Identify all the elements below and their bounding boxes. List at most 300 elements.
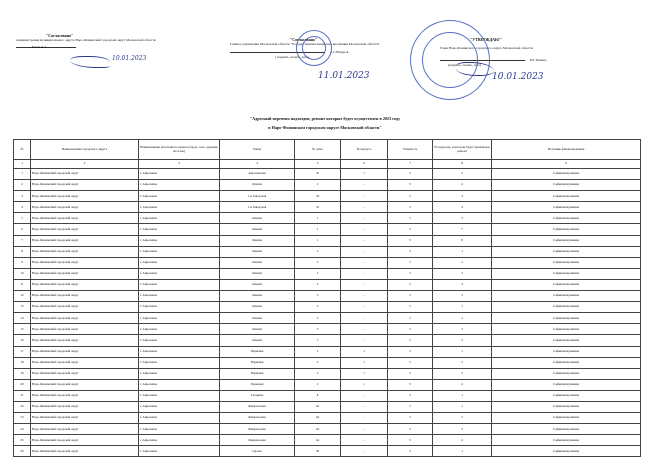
stamp-center <box>296 30 332 66</box>
table-cell: 15 <box>14 324 31 335</box>
table-cell: Февральская <box>220 435 295 446</box>
table-cell: г. Апрелевка <box>139 279 220 290</box>
table-cell: Парковая <box>220 346 295 357</box>
column-header: Этажность <box>388 140 433 160</box>
table-cell: 1 <box>295 213 341 224</box>
table-row <box>14 268 641 279</box>
table-cell: 1 <box>341 357 388 368</box>
table-cell: Софинансирование <box>492 268 641 279</box>
handwritten-date-right: 10.01.2023 <box>492 72 544 82</box>
table-cell: 1-я Заводская <box>220 202 295 213</box>
table-cell: Софинансирование <box>492 390 641 401</box>
table-cell: – <box>341 246 388 257</box>
handwritten-date-center: 11.01.2023 <box>318 71 370 81</box>
table-cell: 39 <box>295 446 341 457</box>
table-cell: 2 <box>14 180 31 191</box>
document-title-line2: в Наро-Фоминском городском округе Московской области" <box>268 125 382 130</box>
table-cell: 4 <box>433 202 492 213</box>
table-cell: 11 <box>14 279 31 290</box>
approval-right-name: Р.Л. Шамнэ <box>529 58 547 63</box>
table-cell: Гагарина <box>220 390 295 401</box>
table-cell: Наро-Фоминский городской округ <box>31 401 139 412</box>
table-cell: Софинансирование <box>492 257 641 268</box>
table-cell: Ленина <box>220 313 295 324</box>
table-cell: 4 <box>433 279 492 290</box>
approval-center-heading: "Согласовано" <box>290 37 318 42</box>
table-cell: 8 <box>433 235 492 246</box>
table-cell: 7 <box>295 335 341 346</box>
table-cell: 5 <box>388 291 433 302</box>
table-row <box>14 235 641 246</box>
table-cell: Софинансирование <box>492 368 641 379</box>
table-cell: Софинансирование <box>492 335 641 346</box>
table-row <box>14 435 641 446</box>
table-cell: 2 <box>433 413 492 424</box>
table-cell: г. Апрелевка <box>139 180 220 191</box>
table-cell: Ленина <box>220 268 295 279</box>
table-cell: 3 <box>14 191 31 202</box>
approval-left-name: Блюм Л.А. <box>31 45 48 50</box>
table-cell: 3 <box>433 268 492 279</box>
table-cell: 1-я Заводская <box>220 191 295 202</box>
table-cell: – <box>341 313 388 324</box>
table-cell: г. Апрелевка <box>139 257 220 268</box>
table-cell: г. Апрелевка <box>139 213 220 224</box>
table-cell: 1 <box>433 246 492 257</box>
table-cell: 5 <box>295 313 341 324</box>
table-cell: 2 <box>295 379 341 390</box>
table-cell: 5 <box>388 435 433 446</box>
column-index: 1 <box>14 160 31 169</box>
approval-right-heading: "УТВЕРЖДАЮ" <box>470 37 502 42</box>
table-cell: 18 <box>14 357 31 368</box>
table-cell: 5 <box>388 268 433 279</box>
table-cell: – <box>341 390 388 401</box>
table-cell: 5 <box>388 313 433 324</box>
column-index: 2 <box>31 160 139 169</box>
column-header: Наименование городского округа <box>31 140 139 160</box>
table-cell: 1 <box>295 224 341 235</box>
table-cell: 20 <box>14 379 31 390</box>
table-row <box>14 202 641 213</box>
table-cell: 76 <box>295 169 341 180</box>
table-row <box>14 279 641 290</box>
table-cell: Софинансирование <box>492 324 641 335</box>
table-cell: г. Апрелевка <box>139 224 220 235</box>
approval-center-org: Главное управление Московской области "Государственная жилищная инспекция Московской области" <box>230 42 380 47</box>
table-cell: г. Апрелевка <box>139 191 220 202</box>
table-cell: Наро-Фоминский городской округ <box>31 191 139 202</box>
column-index: 7 <box>388 160 433 169</box>
approval-center-name: А.С.Вакуров <box>329 50 349 55</box>
table-cell: Софинансирование <box>492 302 641 313</box>
table-row <box>14 424 641 435</box>
table-cell: 5 <box>388 401 433 412</box>
table-cell: 44 <box>295 413 341 424</box>
column-header: Наименование населенного пункта (город, село, деревня, поселок) <box>139 140 220 160</box>
table-cell: 5 <box>388 257 433 268</box>
table-cell: Февральская <box>220 413 295 424</box>
table-cell: 2 <box>295 279 341 290</box>
table-cell: Наро-Фоминский городской округ <box>31 224 139 235</box>
table-row <box>14 169 641 180</box>
table-cell: 3 <box>433 291 492 302</box>
table-cell: 3 <box>295 257 341 268</box>
table-cell: Наро-Фоминский городской округ <box>31 235 139 246</box>
table-cell: 5 <box>388 279 433 290</box>
table-cell: 5 <box>388 191 433 202</box>
table-cell: 22 <box>14 401 31 412</box>
table-cell: 5 <box>14 213 31 224</box>
table-cell: г. Апрелевка <box>139 202 220 213</box>
approval-center-note: ( подпись, печать, дата) <box>275 54 309 59</box>
table-cell: 5 <box>388 246 433 257</box>
table-cell: г. Апрелевка <box>139 446 220 457</box>
table-cell: – <box>341 401 388 412</box>
table-cell: 5 <box>388 169 433 180</box>
table-cell: Февральская <box>220 401 295 412</box>
table-cell: – <box>341 446 388 457</box>
table-cell: 1 <box>341 346 388 357</box>
table-cell: Наро-Фоминский городской округ <box>31 446 139 457</box>
table-row <box>14 191 641 202</box>
table-cell: 5 <box>388 213 433 224</box>
table-cell: Парковая <box>220 368 295 379</box>
table-row <box>14 368 641 379</box>
table-cell: 13 <box>14 302 31 313</box>
table-cell: – <box>341 224 388 235</box>
table-cell: Наро-Фоминский городской округ <box>31 324 139 335</box>
table-cell: Софинансирование <box>492 180 641 191</box>
table-cell: Ленина <box>220 246 295 257</box>
table-cell: Ленина <box>220 324 295 335</box>
table-cell: Наро-Фоминский городской округ <box>31 213 139 224</box>
column-header: № <box>14 140 31 160</box>
table-row <box>14 335 641 346</box>
table-cell: 4 <box>14 202 31 213</box>
table-cell: Наро-Фоминский городской округ <box>31 180 139 191</box>
table-cell: Ленина <box>220 257 295 268</box>
table-cell: Наро-Фоминский городской округ <box>31 257 139 268</box>
table-cell: – <box>341 435 388 446</box>
table-row <box>14 246 641 257</box>
table-cell: 8 <box>14 246 31 257</box>
table-row <box>14 324 641 335</box>
table-row <box>14 313 641 324</box>
table-cell: 5 <box>388 302 433 313</box>
table-cell: 1 <box>433 401 492 412</box>
column-header: № подъезда, в котором будет произведен ремонт <box>433 140 492 160</box>
table-row <box>14 346 641 357</box>
table-cell: г. Апрелевка <box>139 235 220 246</box>
table-cell: – <box>341 191 388 202</box>
table-cell: 5 <box>388 357 433 368</box>
table-row <box>14 302 641 313</box>
table-cell: г. Апрелевка <box>139 390 220 401</box>
table-cell: г. Апрелевка <box>139 302 220 313</box>
table-cell: 19 <box>14 368 31 379</box>
table-cell: Наро-Фоминский городской округ <box>31 268 139 279</box>
table-cell: – <box>341 180 388 191</box>
table-cell: 44 <box>295 424 341 435</box>
table-cell: 17 <box>14 346 31 357</box>
table-cell: 2 <box>295 268 341 279</box>
table-cell: Наро-Фоминский городской округ <box>31 435 139 446</box>
table-cell: 2 <box>295 368 341 379</box>
table-cell: Софинансирование <box>492 279 641 290</box>
table-cell: Софинансирование <box>492 291 641 302</box>
table-cell: г. Апрелевка <box>139 291 220 302</box>
table-cell: – <box>341 268 388 279</box>
column-header: № корпуса <box>341 140 388 160</box>
table-cell: 5 <box>388 424 433 435</box>
table-cell: 5 <box>388 368 433 379</box>
table-cell: 1 <box>433 346 492 357</box>
table-cell: – <box>341 335 388 346</box>
table-cell: – <box>341 302 388 313</box>
table-cell: 16 <box>14 335 31 346</box>
table-cell: 5 <box>388 379 433 390</box>
table-cell: Софинансирование <box>492 169 641 180</box>
table-cell: Парковая <box>220 357 295 368</box>
table-cell: Софинансирование <box>492 224 641 235</box>
table-header-row <box>14 140 641 160</box>
table-cell: Наро-Фоминский городской округ <box>31 202 139 213</box>
table-cell: Софинансирование <box>492 246 641 257</box>
column-index: 8 <box>433 160 492 169</box>
table-cell: 5 <box>388 335 433 346</box>
table-cell: 6 <box>14 224 31 235</box>
table-cell: – <box>341 257 388 268</box>
table-cell: Апрелевская <box>220 169 295 180</box>
table-cell: 10 <box>14 268 31 279</box>
table-cell: 5 <box>388 324 433 335</box>
table-cell: Ленина <box>220 235 295 246</box>
table-cell: 34 <box>295 191 341 202</box>
table-cell: – <box>341 202 388 213</box>
column-index: 3 <box>139 160 220 169</box>
table-cell: г. Апрелевка <box>139 401 220 412</box>
approval-left-org: Администрация муниципального округа Наро-Фоминский городской округ Московской области <box>16 38 156 43</box>
table-cell: Софинансирование <box>492 313 641 324</box>
table-cell: Наро-Фоминский городской округ <box>31 346 139 357</box>
table-cell: 5 <box>295 302 341 313</box>
table-row <box>14 413 641 424</box>
document-title-line1: "Адресный перечень подъездов, ремонт которых будет осуществлен в 2023 году <box>249 116 401 121</box>
table-cell: Наро-Фоминский городской округ <box>31 368 139 379</box>
table-row <box>14 291 641 302</box>
table-cell: Наро-Фоминский городской округ <box>31 357 139 368</box>
signature-left <box>70 56 110 68</box>
table-cell: 5 <box>388 224 433 235</box>
column-index: 9 <box>492 160 641 169</box>
table-cell: 2 <box>433 335 492 346</box>
table-index-row <box>14 160 641 169</box>
table-cell: Ленина <box>220 224 295 235</box>
table-cell: 5 <box>388 235 433 246</box>
table-cell: Наро-Фоминский городской округ <box>31 169 139 180</box>
table-cell: 12 <box>14 291 31 302</box>
table-cell: 2 <box>295 357 341 368</box>
table-cell: г. Апрелевка <box>139 246 220 257</box>
table-cell: Наро-Фоминский городской округ <box>31 302 139 313</box>
table-cell: Ленина <box>220 213 295 224</box>
table-cell: 5 <box>388 390 433 401</box>
table-cell: 2 <box>295 246 341 257</box>
table-cell: г. Апрелевка <box>139 313 220 324</box>
table-cell: 21 <box>14 390 31 401</box>
table-cell: 2 <box>295 180 341 191</box>
table-cell: 25 <box>14 435 31 446</box>
table-cell: 5 <box>388 446 433 457</box>
table-cell: Наро-Фоминский городской округ <box>31 279 139 290</box>
table-cell: 1 <box>433 446 492 457</box>
table-row <box>14 401 641 412</box>
table-cell: 44 <box>295 435 341 446</box>
table-cell: 3 <box>433 368 492 379</box>
table-cell: г. Апрелевка <box>139 435 220 446</box>
table-row <box>14 357 641 368</box>
table-cell: 5 <box>388 413 433 424</box>
table-cell: Парковая <box>220 379 295 390</box>
column-index: 5 <box>295 160 341 169</box>
table-cell: Наро-Фоминский городской округ <box>31 291 139 302</box>
table-cell: Софинансирование <box>492 191 641 202</box>
approval-right-note: (подпись, печать, дата) <box>448 62 482 67</box>
table-cell: 5 <box>388 202 433 213</box>
table-cell: Софинансирование <box>492 235 641 246</box>
table-cell: – <box>341 213 388 224</box>
table-cell: 44 <box>295 401 341 412</box>
table-cell: 1 <box>341 169 388 180</box>
table-cell: Софинансирование <box>492 413 641 424</box>
table-cell: 2 <box>433 357 492 368</box>
column-index: 6 <box>341 160 388 169</box>
table-cell: 2 <box>433 257 492 268</box>
table-cell: Софинансирование <box>492 435 641 446</box>
column-index: 4 <box>220 160 295 169</box>
table-cell: 5 <box>388 346 433 357</box>
table-cell: 8 <box>295 390 341 401</box>
table-cell: Ленина <box>220 302 295 313</box>
handwritten-date-left: 10.01.2023 <box>112 55 147 62</box>
column-header: № дома <box>295 140 341 160</box>
table-cell: Ленина <box>220 279 295 290</box>
table-cell: Наро-Фоминский городской округ <box>31 313 139 324</box>
table-cell: 4 <box>433 180 492 191</box>
approval-left <box>16 34 166 50</box>
table-cell: 1 <box>295 235 341 246</box>
table-cell: 4 <box>433 191 492 202</box>
table-row <box>14 390 641 401</box>
table-cell: 3 <box>295 291 341 302</box>
table-row <box>14 446 641 457</box>
table-cell: 4 <box>433 379 492 390</box>
table-cell: г. Апрелевка <box>139 335 220 346</box>
approval-right-org: Глава Наро-Фоминского городского округа Московской области <box>440 46 533 51</box>
table-cell: г. Апрелевка <box>139 324 220 335</box>
table-cell: Софинансирование <box>492 446 641 457</box>
table-cell: – <box>341 291 388 302</box>
table-cell: 5 <box>388 180 433 191</box>
table-row <box>14 213 641 224</box>
table-row <box>14 257 641 268</box>
table-cell: Софинансирование <box>492 202 641 213</box>
table-cell: Софинансирование <box>492 401 641 412</box>
table-cell: – <box>341 413 388 424</box>
table-cell: г. Апрелевка <box>139 413 220 424</box>
table-cell: 1 <box>433 390 492 401</box>
table-cell: 5 <box>295 324 341 335</box>
table-cell: 7 <box>433 224 492 235</box>
table-cell: – <box>341 324 388 335</box>
table-cell: г. Апрелевка <box>139 424 220 435</box>
table-cell: Софинансирование <box>492 213 641 224</box>
table-cell: Наро-Фоминский городской округ <box>31 379 139 390</box>
table-cell: 3 <box>433 324 492 335</box>
table-cell: 3 <box>433 213 492 224</box>
table-cell: 24 <box>14 424 31 435</box>
table-cell: г. Апрелевка <box>139 346 220 357</box>
table-cell: 33 <box>295 202 341 213</box>
table-cell: – <box>341 235 388 246</box>
table-cell: – <box>341 424 388 435</box>
table-cell: Наро-Фоминский городской округ <box>31 413 139 424</box>
table-cell: 23 <box>14 413 31 424</box>
table-cell: 2 <box>433 313 492 324</box>
stamp-right <box>410 20 490 100</box>
table-cell: Наро-Фоминский городской округ <box>31 424 139 435</box>
table-cell: 1 <box>14 169 31 180</box>
table-cell: 14 <box>14 313 31 324</box>
table-cell: 26 <box>14 446 31 457</box>
table-cell: Дачная <box>220 180 295 191</box>
table-cell: 1 <box>341 379 388 390</box>
table-cell: г. Апрелевка <box>139 357 220 368</box>
table-cell: 1 <box>433 302 492 313</box>
table-cell: Наро-Фоминский городской округ <box>31 246 139 257</box>
approval-left-heading: "Согласовано" <box>46 33 74 38</box>
table-cell: 2 <box>433 169 492 180</box>
table-row <box>14 224 641 235</box>
table-cell: 2 <box>295 346 341 357</box>
table-cell: Наро-Фоминский городской округ <box>31 335 139 346</box>
table-cell: Софинансирование <box>492 346 641 357</box>
table-cell: Ленина <box>220 291 295 302</box>
table-cell: 7 <box>14 235 31 246</box>
table-cell: 4 <box>433 435 492 446</box>
table-row <box>14 180 641 191</box>
table-cell: 3 <box>433 424 492 435</box>
address-list-table <box>13 139 641 457</box>
table-cell: г. Апрелевка <box>139 169 220 180</box>
table-cell: г. Апрелевка <box>139 379 220 390</box>
table-cell: Героев <box>220 446 295 457</box>
table-cell: Ленина <box>220 335 295 346</box>
table-cell: – <box>341 279 388 290</box>
column-header: Источник финансирования <box>492 140 641 160</box>
table-cell: 1 <box>341 368 388 379</box>
table-cell: Наро-Фоминский городской округ <box>31 390 139 401</box>
table-cell: Софинансирование <box>492 424 641 435</box>
table-cell: г. Апрелевка <box>139 268 220 279</box>
table-cell: Софинансирование <box>492 357 641 368</box>
column-header: Улица <box>220 140 295 160</box>
table-cell: Февральская <box>220 424 295 435</box>
table-row <box>14 379 641 390</box>
table-cell: Софинансирование <box>492 379 641 390</box>
table-cell: г. Апрелевка <box>139 368 220 379</box>
